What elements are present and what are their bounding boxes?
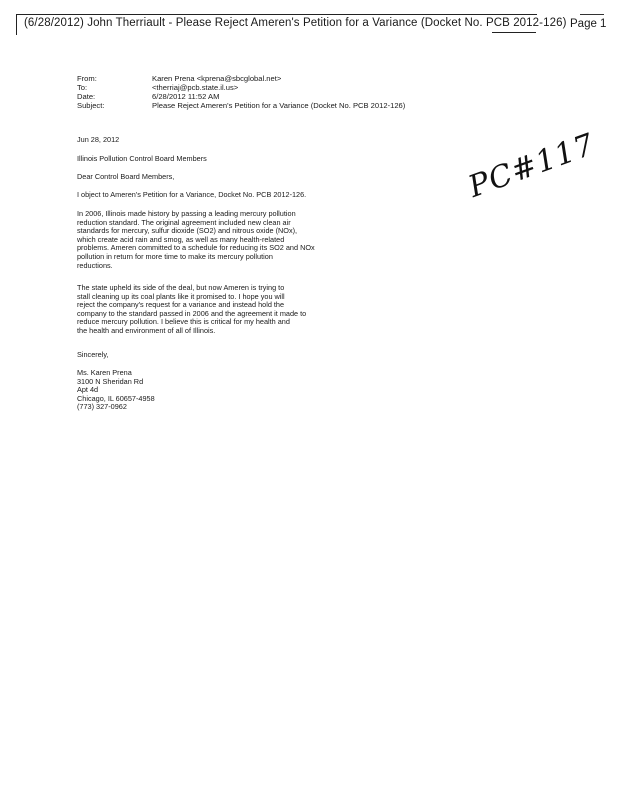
email-metadata	[77, 74, 405, 110]
paragraph-line: The state upheld its side of the deal, but now Ameren is trying to	[77, 283, 285, 292]
page-number: Page 1	[570, 18, 607, 30]
page-header-title: (6/28/2012) John Therriault - Please Reject Ameren's Petition for a Variance (Docket No. PCB 2012-126)	[24, 17, 567, 29]
signature-name: Ms. Karen Prena	[77, 368, 132, 377]
paragraph-line: reject the company's request for a variance and instead hold the	[77, 300, 285, 310]
from-value: Karen Prena <kprena@sbcglobal.net>	[152, 74, 282, 83]
paragraph-line: standards for mercury, sulfur dioxide (SO2) and nitrous oxide (NOx),	[77, 226, 298, 236]
letter-signature-block	[77, 369, 357, 412]
paragraph-line: company to the standard passed in 2006 and the agreement it made to	[77, 308, 307, 318]
letter-addressee: Illinois Pollution Control Board Members	[77, 154, 207, 163]
date-value: 6/28/2012 11:52 AM	[152, 92, 220, 101]
paragraph-line: problems. Ameren committed to a schedule for reducing its SO2 and NOx	[77, 243, 315, 253]
header-rule	[580, 14, 604, 15]
handwritten-pc-number: PC#117	[464, 127, 600, 205]
paragraph-line: reduction standard. The original agreement included new clean air	[77, 217, 291, 227]
to-row	[77, 83, 405, 92]
subject-label: Subject:	[77, 101, 105, 110]
signature-city: Chicago, IL 60657-4958	[77, 393, 155, 403]
paragraph-line: In 2006, Illinois made history by passing a leading mercury pollution	[77, 209, 296, 218]
signature-apartment: Apt 4d	[77, 385, 99, 395]
letter-date: Jun 28, 2012	[77, 135, 120, 144]
header-underline	[492, 32, 536, 33]
subject-value: Please Reject Ameren's Petition for a Variance (Docket No. PCB 2012-126)	[152, 101, 406, 110]
paragraph-line: reduce mercury pollution. I believe this is critical for my health and	[77, 317, 290, 327]
letter-closing: Sincerely,	[77, 350, 109, 359]
letter-paragraph-1: I object to Ameren's Petition for a Variance, Docket No. PCB 2012-126.	[77, 190, 307, 199]
from-label: From:	[77, 74, 97, 83]
subject-row	[77, 101, 405, 110]
from-row	[77, 74, 405, 83]
letter-paragraph-3	[77, 284, 357, 336]
signature-phone: (773) 327-0962	[77, 402, 127, 412]
letter-paragraph-2	[77, 210, 357, 270]
date-row	[77, 92, 405, 101]
to-label: To:	[77, 83, 88, 92]
paragraph-line: stall cleaning up its coal plants like it promised to. I hope you will	[77, 291, 285, 301]
date-label: Date:	[77, 92, 96, 101]
paragraph-line: pollution in return for more time to make its mercury pollution	[77, 251, 273, 261]
paragraph-line: reductions.	[77, 260, 113, 270]
paragraph-line: which create acid rain and smog, as well as many health-related	[77, 234, 285, 244]
paragraph-line: the health and environment of all of Illinois.	[77, 325, 216, 335]
signature-street: 3100 N Sheridan Rd	[77, 376, 144, 386]
to-value: <therriaj@pcb.state.il.us>	[152, 83, 239, 92]
letter-salutation: Dear Control Board Members,	[77, 172, 175, 181]
